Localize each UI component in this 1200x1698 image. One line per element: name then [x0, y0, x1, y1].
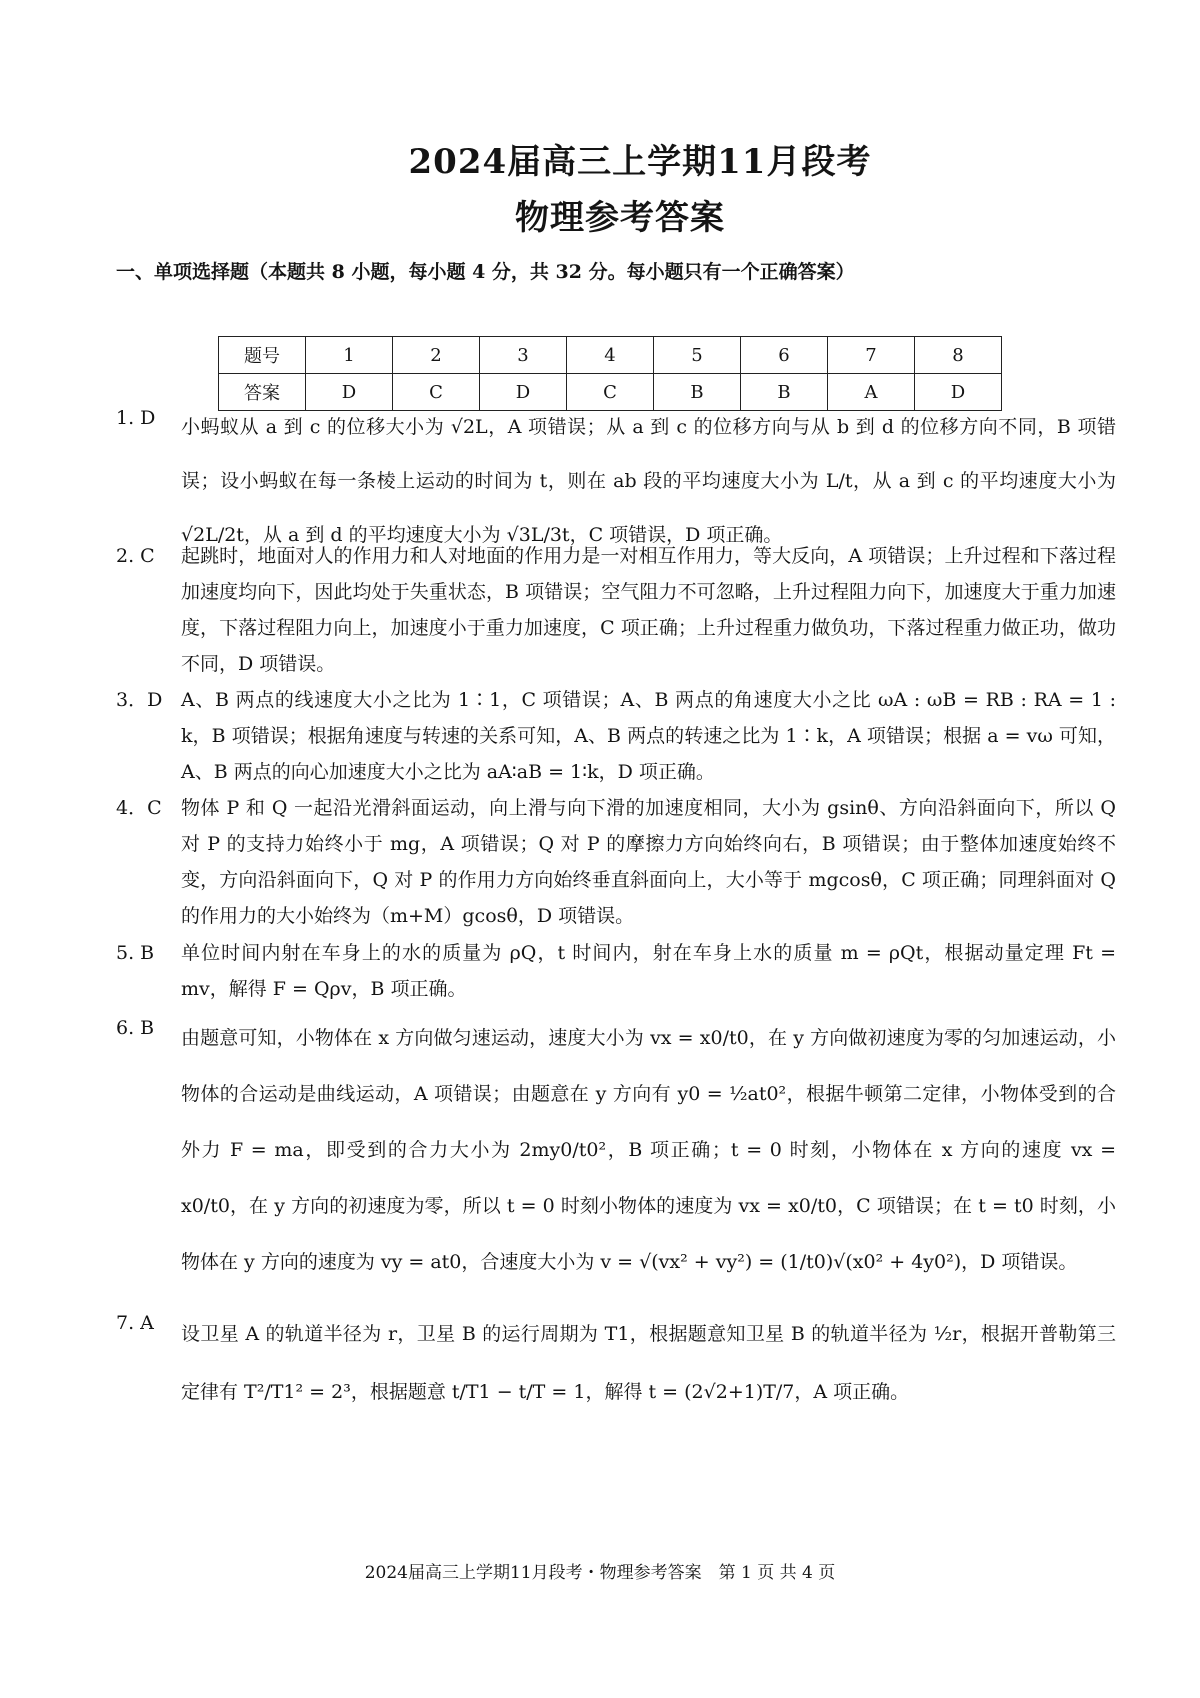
section-heading: 一、单项选择题（本题共 8 小题，每小题 4 分，共 32 分。每小题只有一个正确答案）	[116, 261, 855, 283]
answer-item	[116, 790, 1116, 934]
table-cell: 2	[393, 337, 480, 374]
item-text: 单位时间内射在车身上的水的质量为 ρQ，t 时间内，射在车身上水的质量 m = ρQt，根据动量定理 Ft = mv，解得 F = Qρv，B 项正确。	[181, 942, 1116, 1000]
answer-item	[116, 1010, 1116, 1290]
table-cell: 6	[741, 337, 828, 374]
item-text: 由题意可知，小物体在 x 方向做匀速运动，速度大小为 vx = x0/t0，在 y 方向做初速度为零的匀加速运动，小物体的合运动是曲线运动，A 项错误；由题意在 y 方向有 y0 = ½at0²，根据牛顿第二定律，小物体受到的合外力 F = ma，即受到的合力大小为 2my0/t0²，B 项正确；t = 0 时刻，小物体在 x 方向的速度 vx = x0/t0，在 y 方向的初速度为零，所以 t = 0 时刻小物体的速度为 vx = x0/t0，C 项错误；在 t = t0 时刻，小物体在 y 方向的速度为 vy = at0，合速度大小为 v = √(vx² + vy²) = (1/t0)√(x0² + 4y0²)，D 项错误。	[181, 1027, 1116, 1273]
answer-item	[116, 538, 1116, 682]
page-footer: 2024届高三上学期11月段考・物理参考答案 第 1 页 共 4 页	[364, 1563, 836, 1583]
table-cell: B	[654, 374, 741, 411]
item-text: 小蚂蚁从 a 到 c 的位移大小为 √2L，A 项错误；从 a 到 c 的位移方向与从 b 到 d 的位移方向不同，B 项错误；设小蚂蚁在每一条棱上运动的时间为 t，则在 ab 段的平均速度大小为 L/t，从 a 到 c 的平均速度大小为 √2L/2t，从 a 到 d 的平均速度大小为 √3L/3t，C 项错误，D 项正确。	[181, 416, 1116, 546]
table-cell: 1	[306, 337, 393, 374]
table-cell: 3	[480, 337, 567, 374]
item-number: 6. B	[116, 1017, 155, 1039]
answer-item	[116, 935, 1116, 1007]
item-text: 物体 P 和 Q 一起沿光滑斜面运动，向上滑与向下滑的加速度相同，大小为 gsinθ、方向沿斜面向下，所以 Q 对 P 的支持力始终小于 mg，A 项错误；Q 对 P 的摩擦力方向始终向右，B 项错误；由于整体加速度始终不变，方向沿斜面向下，Q 对 P 的作用力方向始终垂直斜面向上，大小等于 mgcosθ，C 项正确；同理斜面对 Q 的作用力的大小始终为（m+M）gcosθ，D 项错误。	[181, 797, 1116, 927]
table-cell: 5	[654, 337, 741, 374]
table-cell: D	[480, 374, 567, 411]
item-number: 7. A	[116, 1312, 154, 1334]
page-subtitle: 物理参考答案	[515, 198, 725, 238]
table-cell: C	[567, 374, 654, 411]
table-row	[219, 337, 1002, 374]
table-cell: B	[741, 374, 828, 411]
item-number: 1. D	[116, 407, 156, 429]
row-label: 题号	[219, 337, 306, 374]
table-cell: D	[306, 374, 393, 411]
item-text: A、B 两点的线速度大小之比为 1∶1，C 项错误；A、B 两点的角速度大小之比 ωA : ωB = RB : RA = 1 : k，B 项错误；根据角速度与转速的关系可知，A、B 两点的转速之比为 1∶k，A 项错误；根据 a = vω 可知，A、B 两点的向心加速度大小之比为 aA∶aB = 1∶k，D 项正确。	[181, 689, 1116, 783]
table-cell: A	[828, 374, 915, 411]
item-text: 设卫星 A 的轨道半径为 r，卫星 B 的运行周期为 T1，根据题意知卫星 B 的轨道半径为 ½r，根据开普勒第三定律有 T²/T1² = 2³，根据题意 t/T1 − t/T = 1，解得 t = (2√2+1)T/7，A 项正确。	[181, 1323, 1116, 1403]
page-title: 2024届高三上学期11月段考	[408, 142, 872, 182]
table-cell: C	[393, 374, 480, 411]
item-number: 5. B	[116, 942, 155, 964]
item-number: 4．C	[116, 797, 162, 819]
table-cell: D	[915, 374, 1002, 411]
item-text: 起跳时，地面对人的作用力和人对地面的作用力是一对相互作用力，等大反向，A 项错误；上升过程和下落过程加速度均向下，因此均处于失重状态，B 项错误；空气阻力不可忽略，上升过程阻力向下，加速度大于重力加速度，下落过程阻力向上，加速度小于重力加速度，C 项正确；上升过程重力做负功，下落过程重力做正功，做功不同，D 项错误。	[181, 545, 1116, 675]
table-cell: 4	[567, 337, 654, 374]
item-number: 3．D	[116, 689, 163, 711]
row-label: 答案	[219, 374, 306, 411]
answer-item	[116, 1305, 1116, 1421]
table-cell: 7	[828, 337, 915, 374]
table-cell: 8	[915, 337, 1002, 374]
answer-item	[116, 682, 1116, 790]
item-number: 2. C	[116, 545, 155, 567]
